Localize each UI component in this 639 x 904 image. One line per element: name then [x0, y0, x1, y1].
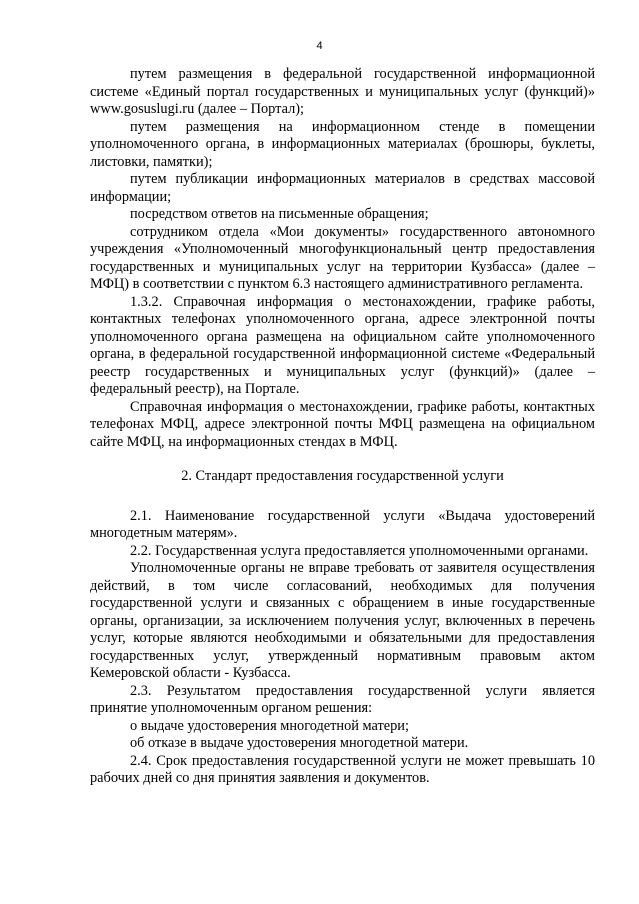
- paragraph-mfc-staff: сотрудником отдела «Мои документы» государственного автономного учреждения «Уполномоченный многофункциональный центр предоставления государственных и муниципальных услуг на территории Кузбасса» (далее – МФЦ) в соответствии с пунктом 6.3 настоящего административного регламента.: [90, 223, 595, 292]
- paragraph-authorities-restriction: Уполномоченные органы не вправе требовать от заявителя осуществления действий, в том числе согласований, необходимых для получения государственной услуги и связанных с обращением в иные государственные органы, организации, за исключением получения услуг, включенных в перечень услуг, которые являются необходимыми и обязательными для предоставления государственных услуг, утвержденный нормативным правовым актом Кемеровской области - Кузбасса.: [90, 560, 595, 681]
- paragraph-written-requests: посредством ответов на письменные обращения;: [130, 206, 429, 222]
- paragraph-decision-issue: о выдаче удостоверения многодетной матери;: [130, 717, 409, 734]
- paragraph-2-2: 2.2. Государственная услуга предоставляется уполномоченными органами.: [130, 542, 589, 559]
- paragraph-2-4: 2.4. Срок предоставления государственной услуги не может превышать 10 рабочих дней со дня принятия заявления и документов.: [90, 752, 595, 786]
- section-heading: 2. Стандарт предоставления государственной услуги: [181, 468, 504, 484]
- page-number: 4: [316, 40, 323, 52]
- paragraph-mfc-reference: Справочная информация о местонахождении, графике работы, контактных телефонах МФЦ, адресе электронной почты МФЦ размещена на официальном сайте МФЦ, на информационных стендах в МФЦ.: [90, 398, 595, 450]
- paragraph-info-stand: путем размещения на информационном стенде в помещении уполномоченного органа, в информационных материалах (брошюры, буклеты, листовки, памятки);: [90, 118, 595, 170]
- paragraph-1-3-2: 1.3.2. Справочная информация о местонахождении, графике работы, контактных телефонах уполномоченного органа, адресе электронной почты уполномоченного органа размещена на официальном сайте уполномоченного органа, в федеральной государственной информационной системе «Федеральный реестр государственных и муниципальных услуг (функций)» (далее – федеральный реестр), на Портале.: [90, 293, 595, 397]
- paragraph-portal: путем размещения в федеральной государственной информационной системе «Единый портал государственных и муниципальных услуг (функций)» www.gosuslugi.ru (далее – Портал);: [90, 66, 595, 117]
- paragraph-decision-refusal: об отказе в выдаче удостоверения многодетной матери.: [130, 735, 469, 751]
- paragraph-2-3: 2.3. Результатом предоставления государственной услуги является принятие уполномоченным органом решения:: [90, 682, 595, 716]
- paragraph-mass-media: путем публикации информационных материалов в средствах массовой информации;: [90, 171, 595, 205]
- document-body: [90, 66, 595, 788]
- paragraph-2-1: 2.1. Наименование государственной услуги «Выдача удостоверений многодетным матерям».: [90, 507, 595, 541]
